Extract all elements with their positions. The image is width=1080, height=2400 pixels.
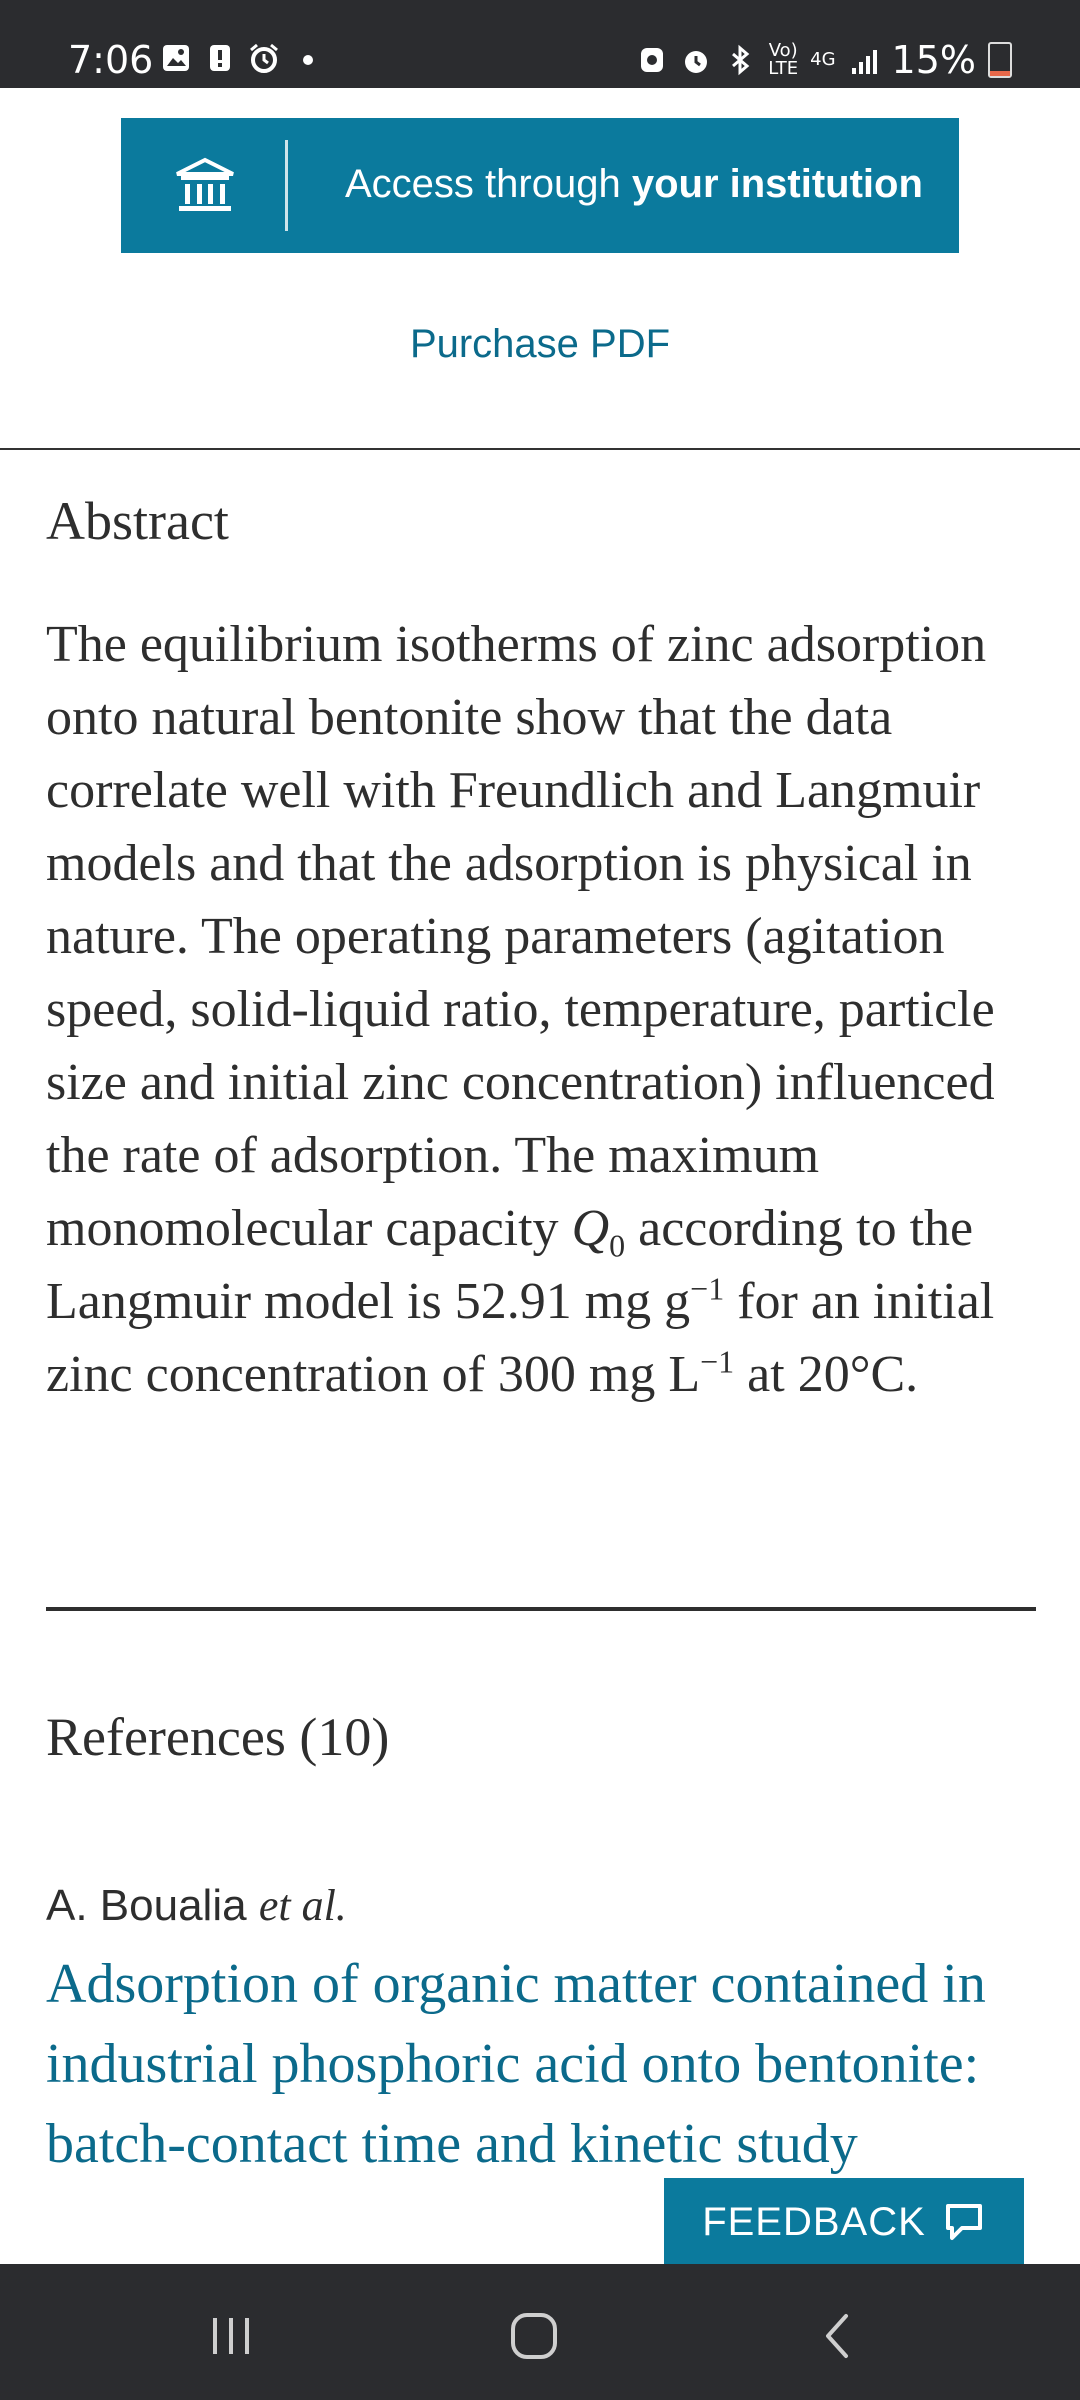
home-icon[interactable]	[504, 2306, 564, 2366]
abstract-text-part-1: The equilibrium isotherms of zinc adsorption onto natural bentonite show that the data correlate well with Freundlich and Langmuir models and that the adsorption is physical in nature. The operating parameters (agitation speed, solid-liquid ratio, temperature, particle size and initial zinc concentration) influenced the rate of adsorption. The maximum monomolecular capacity	[46, 616, 995, 1257]
abstract-text	[46, 608, 1046, 1411]
alarm-icon	[680, 44, 712, 76]
alarm-notification-icon	[248, 42, 280, 74]
unit-exponent-1: −1	[690, 1270, 725, 1307]
status-time: 7:06	[68, 38, 154, 82]
recent-apps-icon[interactable]	[201, 2306, 261, 2366]
access-divider	[285, 140, 288, 231]
abstract-divider	[46, 1607, 1036, 1611]
reference-author-name: A. Boualia	[46, 1881, 259, 1930]
bluetooth-icon	[724, 44, 756, 76]
access-label	[345, 162, 923, 207]
access-label-prefix: Access through	[345, 162, 632, 206]
notification-icons	[160, 38, 324, 78]
unit-exponent-2: −1	[700, 1343, 735, 1380]
access-through-institution-button[interactable]	[121, 118, 959, 253]
more-notifications-dot-icon	[292, 42, 324, 74]
purchase-pdf-link[interactable]: Purchase PDF	[409, 322, 671, 366]
system-status-icons	[636, 38, 1012, 82]
volte-label: Vo)	[768, 40, 798, 61]
abstract-text-part-2: according to the Langmuir model is 52.91 mg g	[46, 1200, 974, 1330]
reference-title-link[interactable]: Adsorption of organic matter contained in industrial phosphoric acid onto bentonite: batch-contact time and kinetic study	[46, 1953, 986, 2175]
reference-author	[46, 1880, 347, 1931]
battery-percent: 15%	[891, 38, 976, 82]
q-subscript: 0	[609, 1227, 626, 1264]
q-symbol: Q	[571, 1200, 610, 1257]
lte-label: LTE	[768, 58, 799, 79]
back-icon[interactable]	[808, 2306, 868, 2366]
institution-icon	[171, 152, 239, 220]
reference-author-etal: et al.	[258, 1881, 347, 1930]
battery-level	[990, 71, 1010, 76]
access-label-bold: your institution	[631, 162, 923, 206]
system-navigation-bar	[0, 2264, 1080, 2400]
volte-indicator	[768, 42, 798, 78]
network-type-indicator: 4G	[810, 49, 836, 70]
feedback-label: FEEDBACK	[702, 2199, 926, 2244]
alert-notification-icon	[204, 42, 236, 74]
section-divider	[0, 448, 1080, 450]
feedback-button[interactable]	[664, 2178, 1024, 2266]
battery-icon	[988, 42, 1012, 78]
gallery-notification-icon	[160, 42, 192, 74]
abstract-text-part-3: for an initial zinc concentration of 300 mg L	[46, 1273, 995, 1403]
signal-strength-icon	[848, 44, 880, 76]
status-bar	[0, 0, 1080, 88]
references-heading: References (10)	[46, 1707, 390, 1767]
chat-bubble-icon	[942, 2200, 986, 2244]
abstract-heading: Abstract	[46, 491, 229, 551]
abstract-text-part-4: at 20°C.	[734, 1346, 919, 1403]
data-saver-icon	[636, 44, 668, 76]
